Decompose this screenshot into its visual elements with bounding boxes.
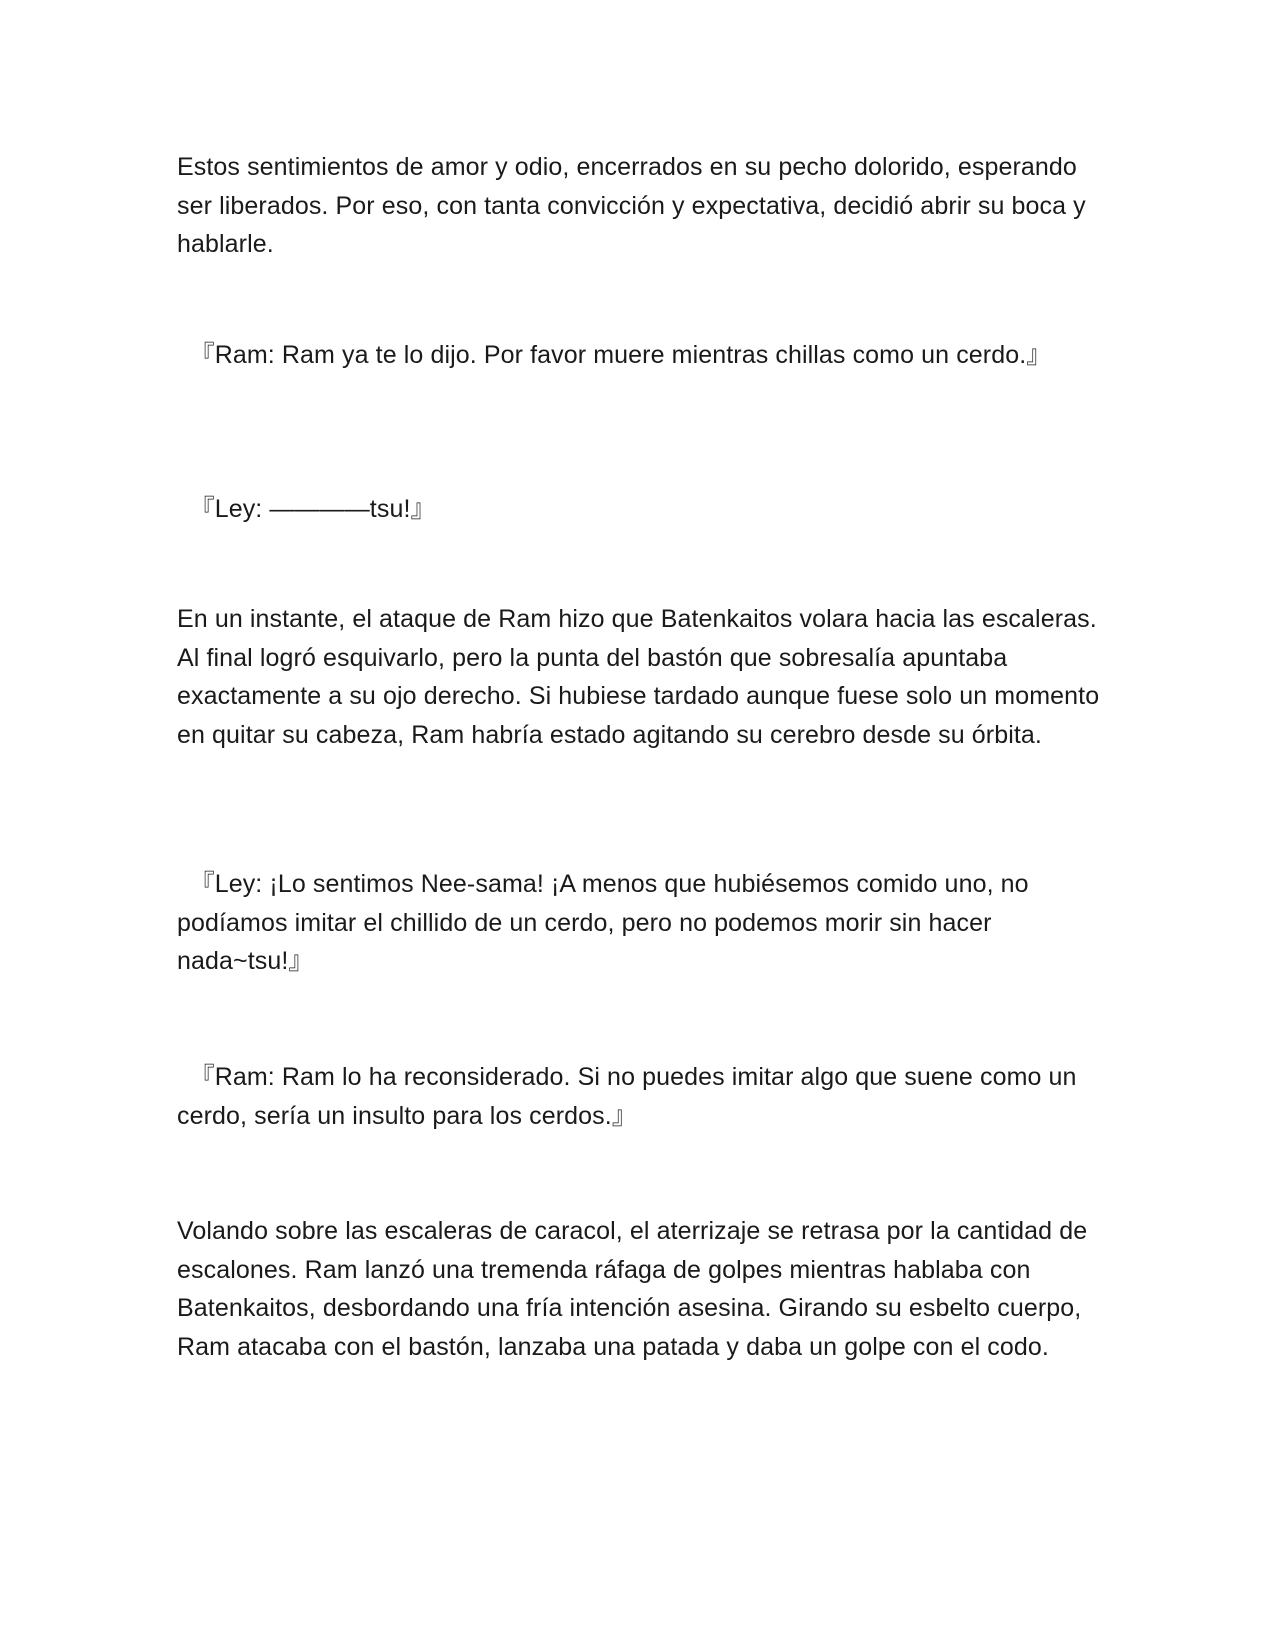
dialogue-line-ram: 『Ram: Ram lo ha reconsiderado. Si no puedes imitar algo que suene como un cerdo, sería un insulto para los cerdos.』 <box>177 1063 1077 1130</box>
dialogue-line-ley: 『Ley: ¡Lo sentimos Nee-sama! ¡A menos que hubiésemos comido uno, no podíamos imitar el chillido de un cerdo, pero no podemos morir sin hacer nada~tsu!』 <box>177 870 1029 975</box>
narration-paragraph: Estos sentimientos de amor y odio, encerrados en su pecho dolorido, esperando ser liberados. Por eso, con tanta convicción y expectativa, decidió abrir su boca y hablarle. <box>177 153 1086 258</box>
narration-paragraph: Volando sobre las escaleras de caracol, el aterrizaje se retrasa por la cantidad de escalones. Ram lanzó una tremenda ráfaga de golpes mientras hablaba con Batenkaitos, desbordando una fría intención asesina. Girando su esbelto cuerpo, Ram atacaba con el bastón, lanzaba una patada y daba un golpe con el codo. <box>177 1217 1088 1361</box>
narration-paragraph: En un instante, el ataque de Ram hizo que Batenkaitos volara hacia las escaleras. Al final logró esquivarlo, pero la punta del bastón que sobresalía apuntaba exactamente a su ojo derecho. Si hubiese tardado aunque fuese solo un momento en quitar su cabeza, Ram habría estado agitando su cerebro desde su órbita. <box>177 605 1100 749</box>
dialogue-line-ley: 『Ley: ————tsu!』 <box>177 495 436 523</box>
dialogue-line-ram: 『Ram: Ram ya te lo dijo. Por favor muere mientras chillas como un cerdo.』 <box>177 341 1052 369</box>
